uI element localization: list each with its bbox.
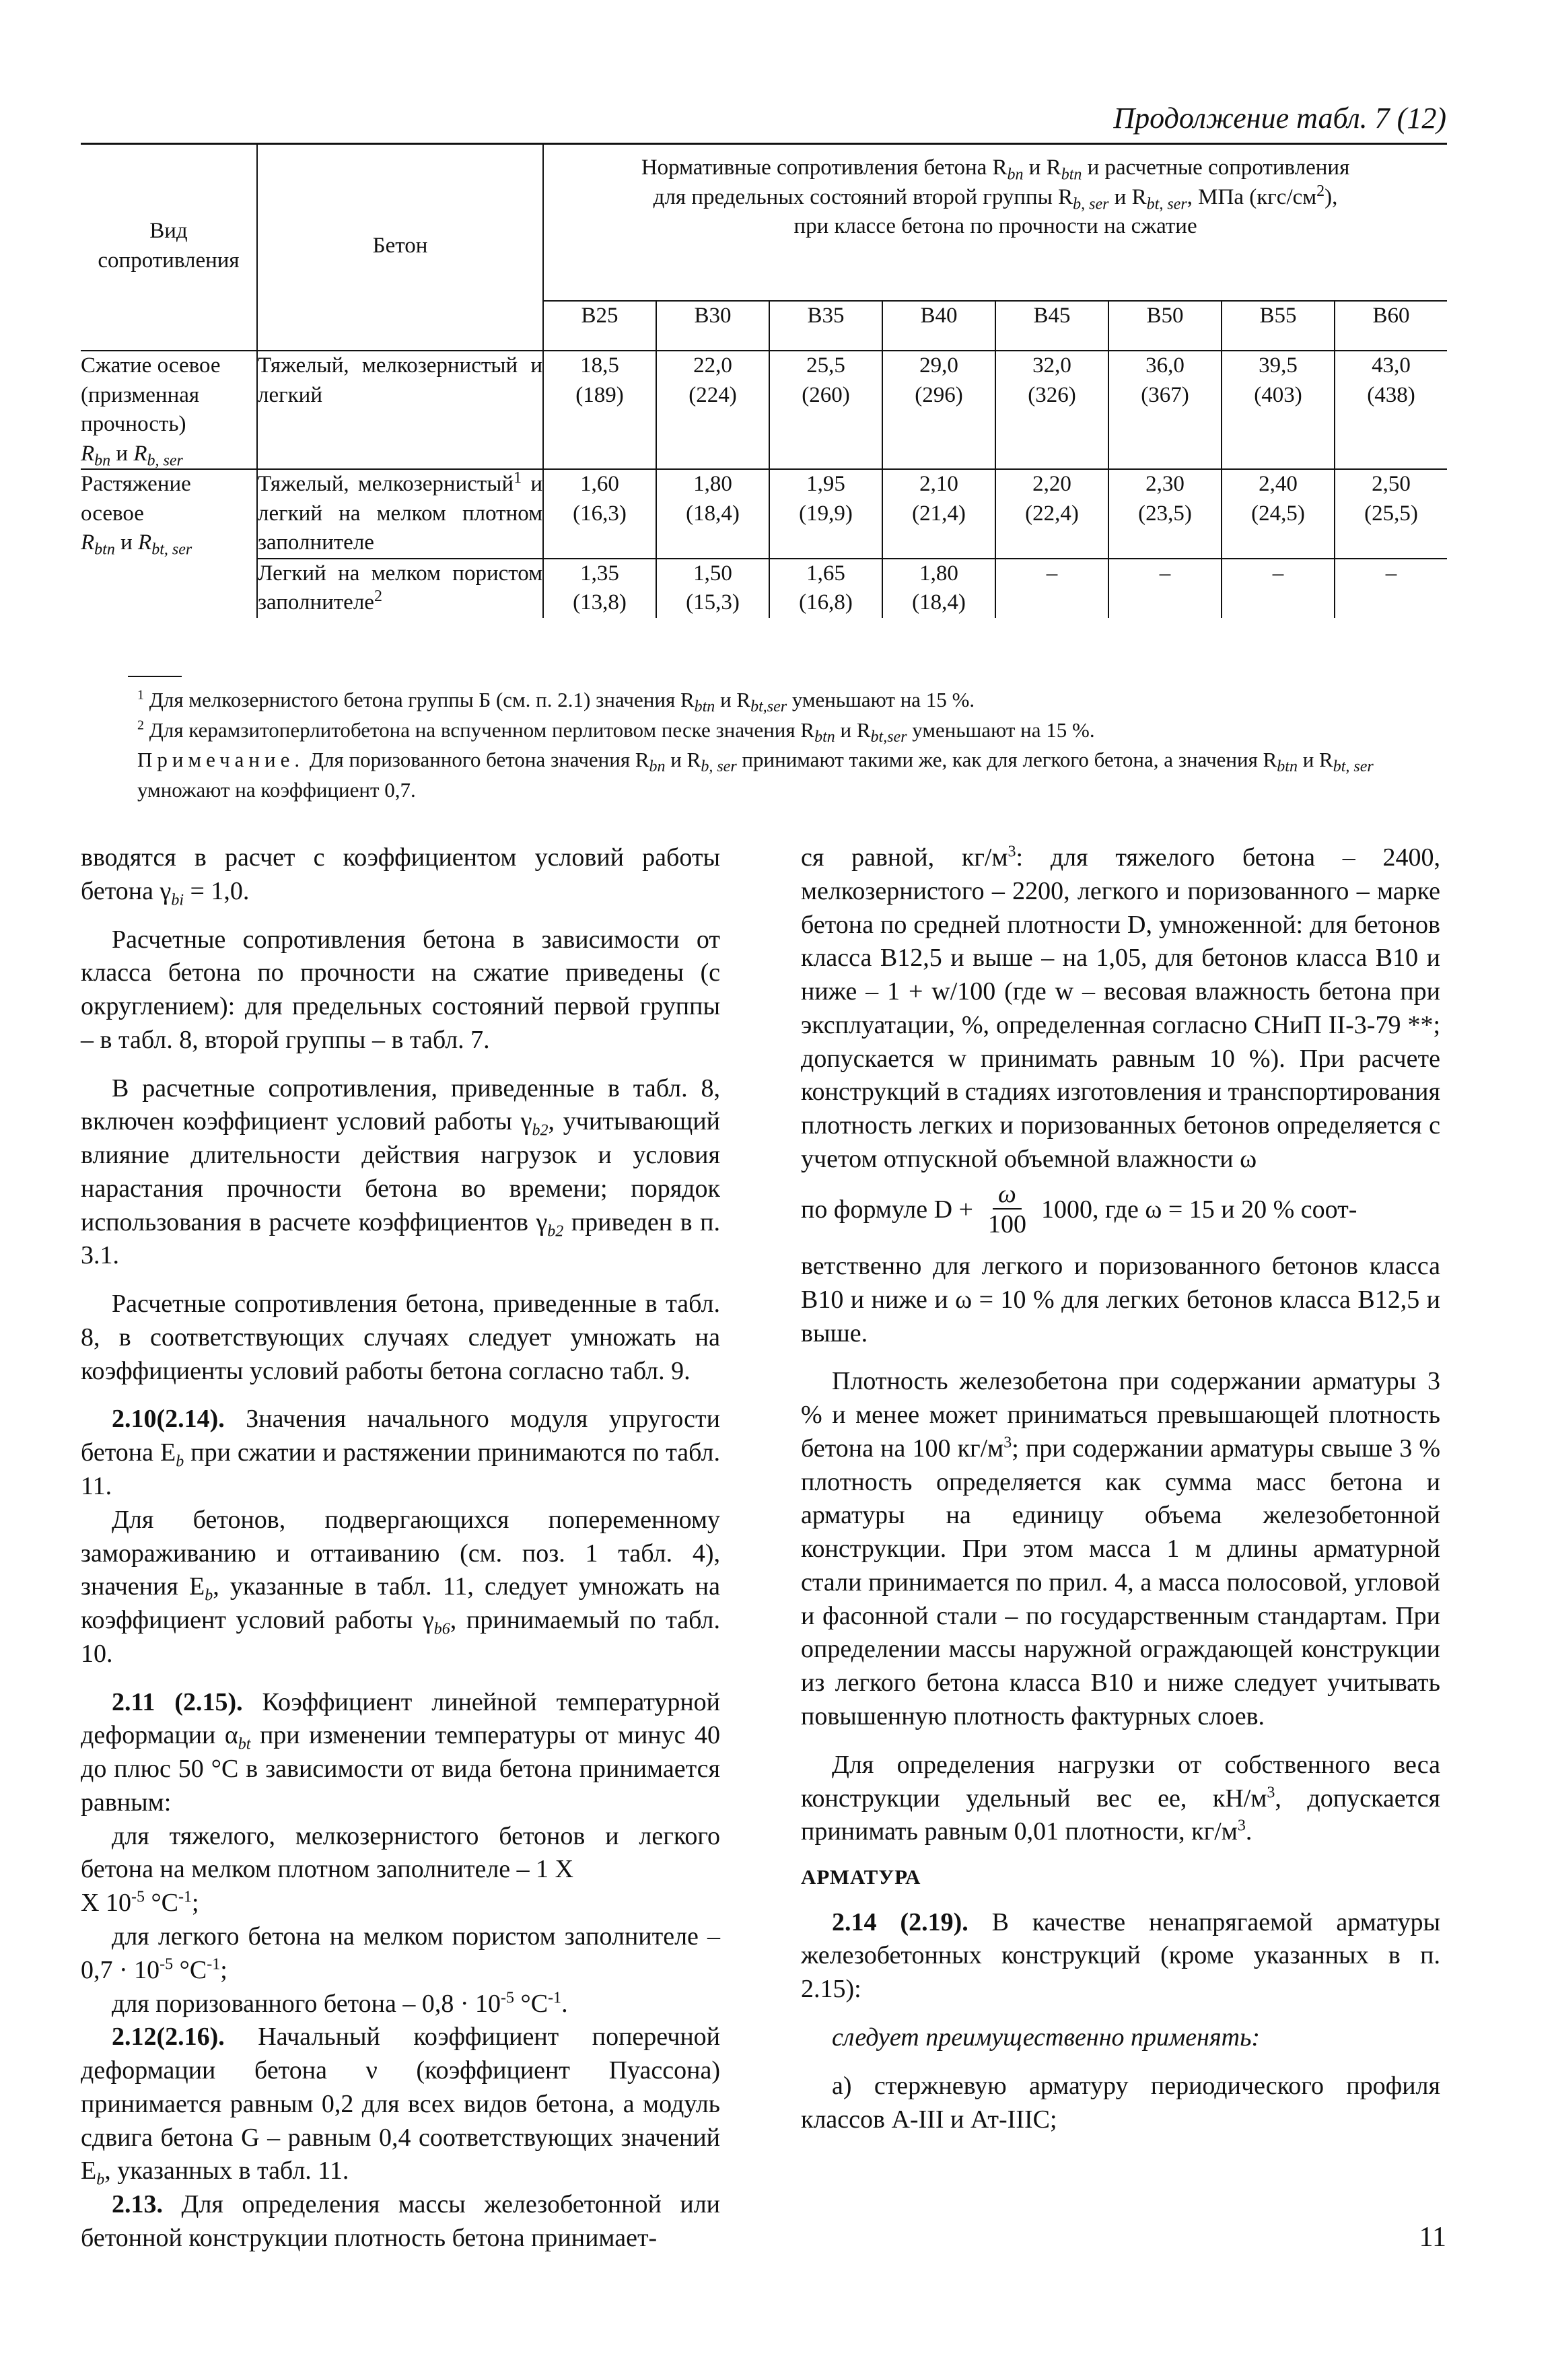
value-cell: 1,95 (19,9) (769, 469, 882, 559)
density-formula: по формуле D + $\frac{\omega}{100}$ 1000, где ω = 15 и 20 % соот- (801, 1181, 1440, 1240)
row-kind-cell-empty (81, 559, 257, 618)
value-cell: 25,5 (260) (769, 351, 882, 469)
concrete-strength-table (81, 143, 1447, 618)
table-row-tension-dense (81, 469, 1447, 559)
left-text-column (81, 841, 720, 2255)
left-paragraph-3: В расчетные сопротивления, приведенные в табл. 8, включен коэффициент условий работы $\gamma_{b2}$, учитывающий влияние длительности действия нагрузок и условия нарастания прочности бетона во времени; порядок использования в расчете коэффициентов $\gamma_{b2}$ приведен в п. 3.1. (81, 1074, 720, 1270)
right-text-column (801, 841, 1440, 2151)
header-resistance-kind: Вид сопротивления (81, 143, 257, 351)
left-paragraph-4: Расчетные сопротивления бетона, приведенные в табл. 8, в соответствующих случаях следует умножать на коэффициенты условий работы бетона согласно табл. 9. (81, 1290, 720, 1385)
coefficient-porous-concrete: для поризованного бетона – $0,8 \cdot 10^{-5}$ $^\circ С^{-1}$. (112, 1988, 568, 2018)
right-paragraph-2: ветственно для легкого и поризованного бетонов класса B10 и ниже и ω = 10 % для легких бетонов класса B12,5 и выше. (801, 1252, 1440, 1348)
formula-fraction: $\frac{\omega}{100}$ (987, 1179, 1026, 1239)
class-header-b60: B60 (1335, 301, 1447, 351)
value-cell: 43,0 (438) (1335, 351, 1447, 469)
value-cell: 2,10 (21,4) (882, 469, 995, 559)
value-cell: – (1108, 559, 1222, 618)
class-header-b50: B50 (1108, 301, 1222, 351)
value-cell: 2,40 (24,5) (1222, 469, 1335, 559)
clause-2-12: 2.12(2.16). Начальный коэффициент поперечной деформации бетона ν (коэффициент Пуассона) принимается равным 0,2 для всех видов бетона, а модуль сдвига бетона G – равным 0,4 соответствующих значений $E_b$, указанных в табл. 11. (81, 2023, 720, 2189)
value-cell: 2,30 (23,5) (1108, 469, 1222, 559)
header-concrete: Бетон (257, 143, 543, 351)
left-paragraph-1: вводятся в расчет с коэффициентом условий работы бетона $\gamma_{bi} = 1,0$. (81, 843, 720, 909)
value-cell: 1,80 (18,4) (656, 469, 769, 559)
right-paragraph-1: ся равной, $кг/м^3$: для тяжелого бетона – 2400, мелкозернистого – 2200, легкого и поризованного – марке бетона по средней плотности D, умноженной: для бетонов класса B12,5 и выше – на 1,05, для бетонов класса B10 и ниже – 1 + w/100 (где w – весовая влажность бетона при эксплуатации, %, определенная согласно СНиП II-3-79 **; допускается w принимать равным 10 %). При расчете конструкций в стадиях изготовления и транспортирования плотность легких и поризованных бетонов определяется с учетом отпускной объемной влажности ω (801, 843, 1440, 1173)
page-number: 11 (1419, 2222, 1446, 2253)
value-cell: 39,5 (403) (1222, 351, 1335, 469)
value-cell: 1,80 (18,4) (882, 559, 995, 618)
header-norm-line-3: при классе бетона по прочности на сжатие (793, 214, 1197, 239)
table-row-tension-porous (81, 559, 1447, 618)
clause-2-10: 2.10(2.14). Значения начального модуля упругости бетона $E_b$ при сжатии и растяжении принимаются по табл. 11. (81, 1405, 720, 1501)
class-header-b30: B30 (656, 301, 769, 351)
table-continuation-label: Продолжение табл. 7 (12) (1113, 102, 1446, 135)
value-cell: 2,20 (22,4) (995, 469, 1108, 559)
footnote-2: $^2$ Для керамзитоперлитобетона на вспученном перлитовом песке значения $R_{btn}$ и $R_{bt,ser}$ уменьшают на 15 %. (137, 718, 1095, 746)
coefficient-light-concrete: для легкого бетона на мелком пористом заполнителе – $0,7 \cdot 10^{-5}$ $^\circ С^{-1}$; (81, 1922, 720, 1984)
value-cell: 1,35 (13,8) (543, 559, 656, 618)
value-cell: 1,60 (16,3) (543, 469, 656, 559)
class-header-b25: B25 (543, 301, 656, 351)
value-cell: 18,5 (189) (543, 351, 656, 469)
right-paragraph-3: Плотность железобетона при содержании арматуры 3 % и менее может приниматься превышающей плотность бетона на 100 $кг/м^3$; при содержании арматуры свыше 3 % плотность определяется как сумма масс бетона и арматуры на единицу объема железобетонной конструкции. При этом масса 1 м длины арматурной стали принимается по прил. 4, а масса полосовой, угловой и фасонной стали – по государственным стандартам. При определении массы наружной ограждающей конструкции из легкого бетона класса B10 и ниже следует учитывать повышенную плотность фактурных слоев. (801, 1367, 1440, 1730)
class-header-b40: B40 (882, 301, 995, 351)
value-cell: 1,65 (16,8) (769, 559, 882, 618)
value-cell: 29,0 (296) (882, 351, 995, 469)
header-normative-resistance (543, 143, 1447, 301)
row-concrete-cell: Тяжелый, мелкозернистый и легкий (257, 351, 543, 469)
table-note: Примечание. Для поризованного бетона значения $R_{bn}$ и $R_{b, ser}$ принимают такими же, как для легкого бетона, а значения $R_{btn}$ и $R_{bt, ser}$ умножают на коэффициент 0,7. (137, 748, 1374, 802)
table-footnotes (81, 685, 1447, 806)
coefficient-heavy-concrete: для тяжелого, мелкозернистого бетонов и легкого бетона на мелком плотном заполнителе – 1 Х Х $10^{-5}$ $^\circ С^{-1}$; (81, 1821, 720, 1918)
right-paragraph-7: а) стержневую арматуру периодического профиля классов А-III и Ат-IIIС; (801, 2071, 1440, 2134)
right-paragraph-6: следует преимущественно применять: (832, 2023, 1261, 2052)
value-cell: – (1222, 559, 1335, 618)
value-cell: – (995, 559, 1108, 618)
value-cell: 2,50 (25,5) (1335, 469, 1447, 559)
value-cell: 22,0 (224) (656, 351, 769, 469)
row-concrete-cell: Тяжелый, мелкозернистый$^1$ и легкий на мелком плотном заполнителе (257, 469, 543, 559)
left-paragraph-2: Расчетные сопротивления бетона в зависимости от класса бетона по прочности на сжатие приведены (с округлением): для предельных состояний первой группы – в табл. 8, второй группы – в табл. 7. (81, 925, 720, 1054)
class-header-b35: B35 (769, 301, 882, 351)
row-kind-cell: Растяжение осевое $R_{btn}$ и $R_{bt, ser}$ (81, 469, 257, 559)
footnote-1: $^1$ Для мелкозернистого бетона группы Б (см. п. 2.1) значения $R_{btn}$ и $R_{bt,ser}$ уменьшают на 15 %. (137, 687, 975, 716)
row-concrete-cell: Легкий на мелком пористом заполнителе$^2$ (257, 559, 543, 618)
class-header-b55: B55 (1222, 301, 1335, 351)
value-cell: 36,0 (367) (1108, 351, 1222, 469)
header-norm-line-2: для предельных состояний второй группы $R_{b, ser}$ и $R_{bt, ser}$, МПа $(кгс/см^2)$, (653, 182, 1338, 213)
right-paragraph-4: Для определения нагрузки от собственного веса конструкции удельный вес ее, $кН/м^3$, допускается принимать равным 0,01 плотности, $кг/м^3$. (801, 1750, 1441, 1846)
footnote-rule (128, 676, 182, 677)
clause-2-14: 2.14 (2.19). В качестве ненапрягаемой арматуры железобетонных конструкций (кроме указанных в п. 2.15): (801, 1908, 1440, 2004)
value-cell: 32,0 (326) (995, 351, 1108, 469)
header-norm-line-1: Нормативные сопротивления бетона $R_{bn}$ и $R_{btn}$ и расчетные сопротивления (641, 155, 1350, 184)
value-cell: 1,50 (15,3) (656, 559, 769, 618)
section-title-reinforcement: АРМАТУРА (801, 1865, 921, 1889)
row-kind-cell: Сжатие осевое (призменная прочность) $R_{bn}$ и $R_{b, ser}$ (81, 351, 257, 469)
left-paragraph-6: Для бетонов, подвергающихся попеременному замораживанию и оттаиванию (см. поз. 1 табл. 4), значения $E_b$, указанные в табл. 11, следует умножать на коэффициент условий работы $\gamma_{b6}$, принимаемый по табл. 10. (81, 1505, 720, 1668)
class-header-b45: B45 (995, 301, 1108, 351)
clause-2-13: 2.13. Для определения массы железобетонной или бетонной конструкции плотность бетона принимает- (81, 2190, 720, 2252)
value-cell: – (1385, 561, 1397, 586)
clause-2-11: 2.11 (2.15). Коэффициент линейной температурной деформации $\alpha_{bt}$ при изменении температуры от минус 40 до плюс 50 °С в зависимости от вида бетона принимается равным: (81, 1687, 721, 1817)
table-row-compression (81, 351, 1447, 469)
